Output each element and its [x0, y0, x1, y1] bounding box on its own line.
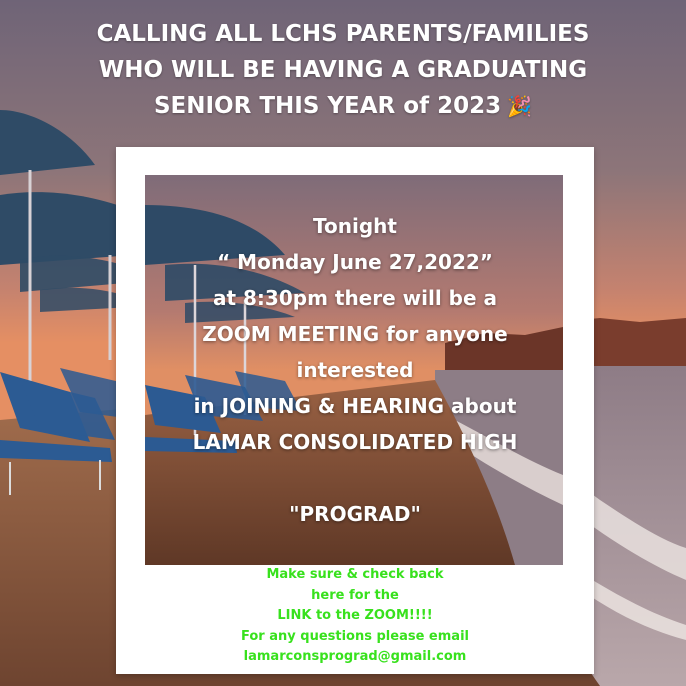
- announcement-line: ZOOM MEETING for anyone: [202, 322, 508, 346]
- footer-note: [116, 565, 594, 668]
- headline-line-3-text: SENIOR THIS YEAR of 2023: [153, 93, 502, 119]
- footer-line: here for the: [311, 587, 399, 603]
- footer-line: For any questions please email: [241, 628, 469, 644]
- party-popper-icon: 🎉: [507, 94, 533, 118]
- contact-email: lamarconsprograd@gmail.com: [243, 649, 467, 664]
- announcement-line: interested: [296, 358, 414, 382]
- announcement-text: [130, 208, 580, 460]
- footer-line: Make sure & check back: [266, 567, 444, 582]
- announcement-line: LAMAR CONSOLIDATED HIGH: [192, 430, 518, 454]
- announcement-line: at 8:30pm there will be a: [213, 286, 497, 310]
- program-name: "PROGRAD": [289, 502, 421, 526]
- announcement-line: “ Monday June 27,2022”: [217, 250, 493, 274]
- headline-line-1: CALLING ALL LCHS PARENTS/FAMILIES: [96, 21, 590, 47]
- announcement-line: in JOINING & HEARING about: [193, 394, 517, 418]
- headline-line-2: WHO WILL BE HAVING A GRADUATING: [98, 57, 588, 83]
- headline-line-3: [0, 88, 686, 124]
- announcement-line: Tonight: [313, 214, 397, 238]
- headline: [0, 16, 686, 124]
- footer-line: LINK to the ZOOM!!!!: [277, 608, 433, 623]
